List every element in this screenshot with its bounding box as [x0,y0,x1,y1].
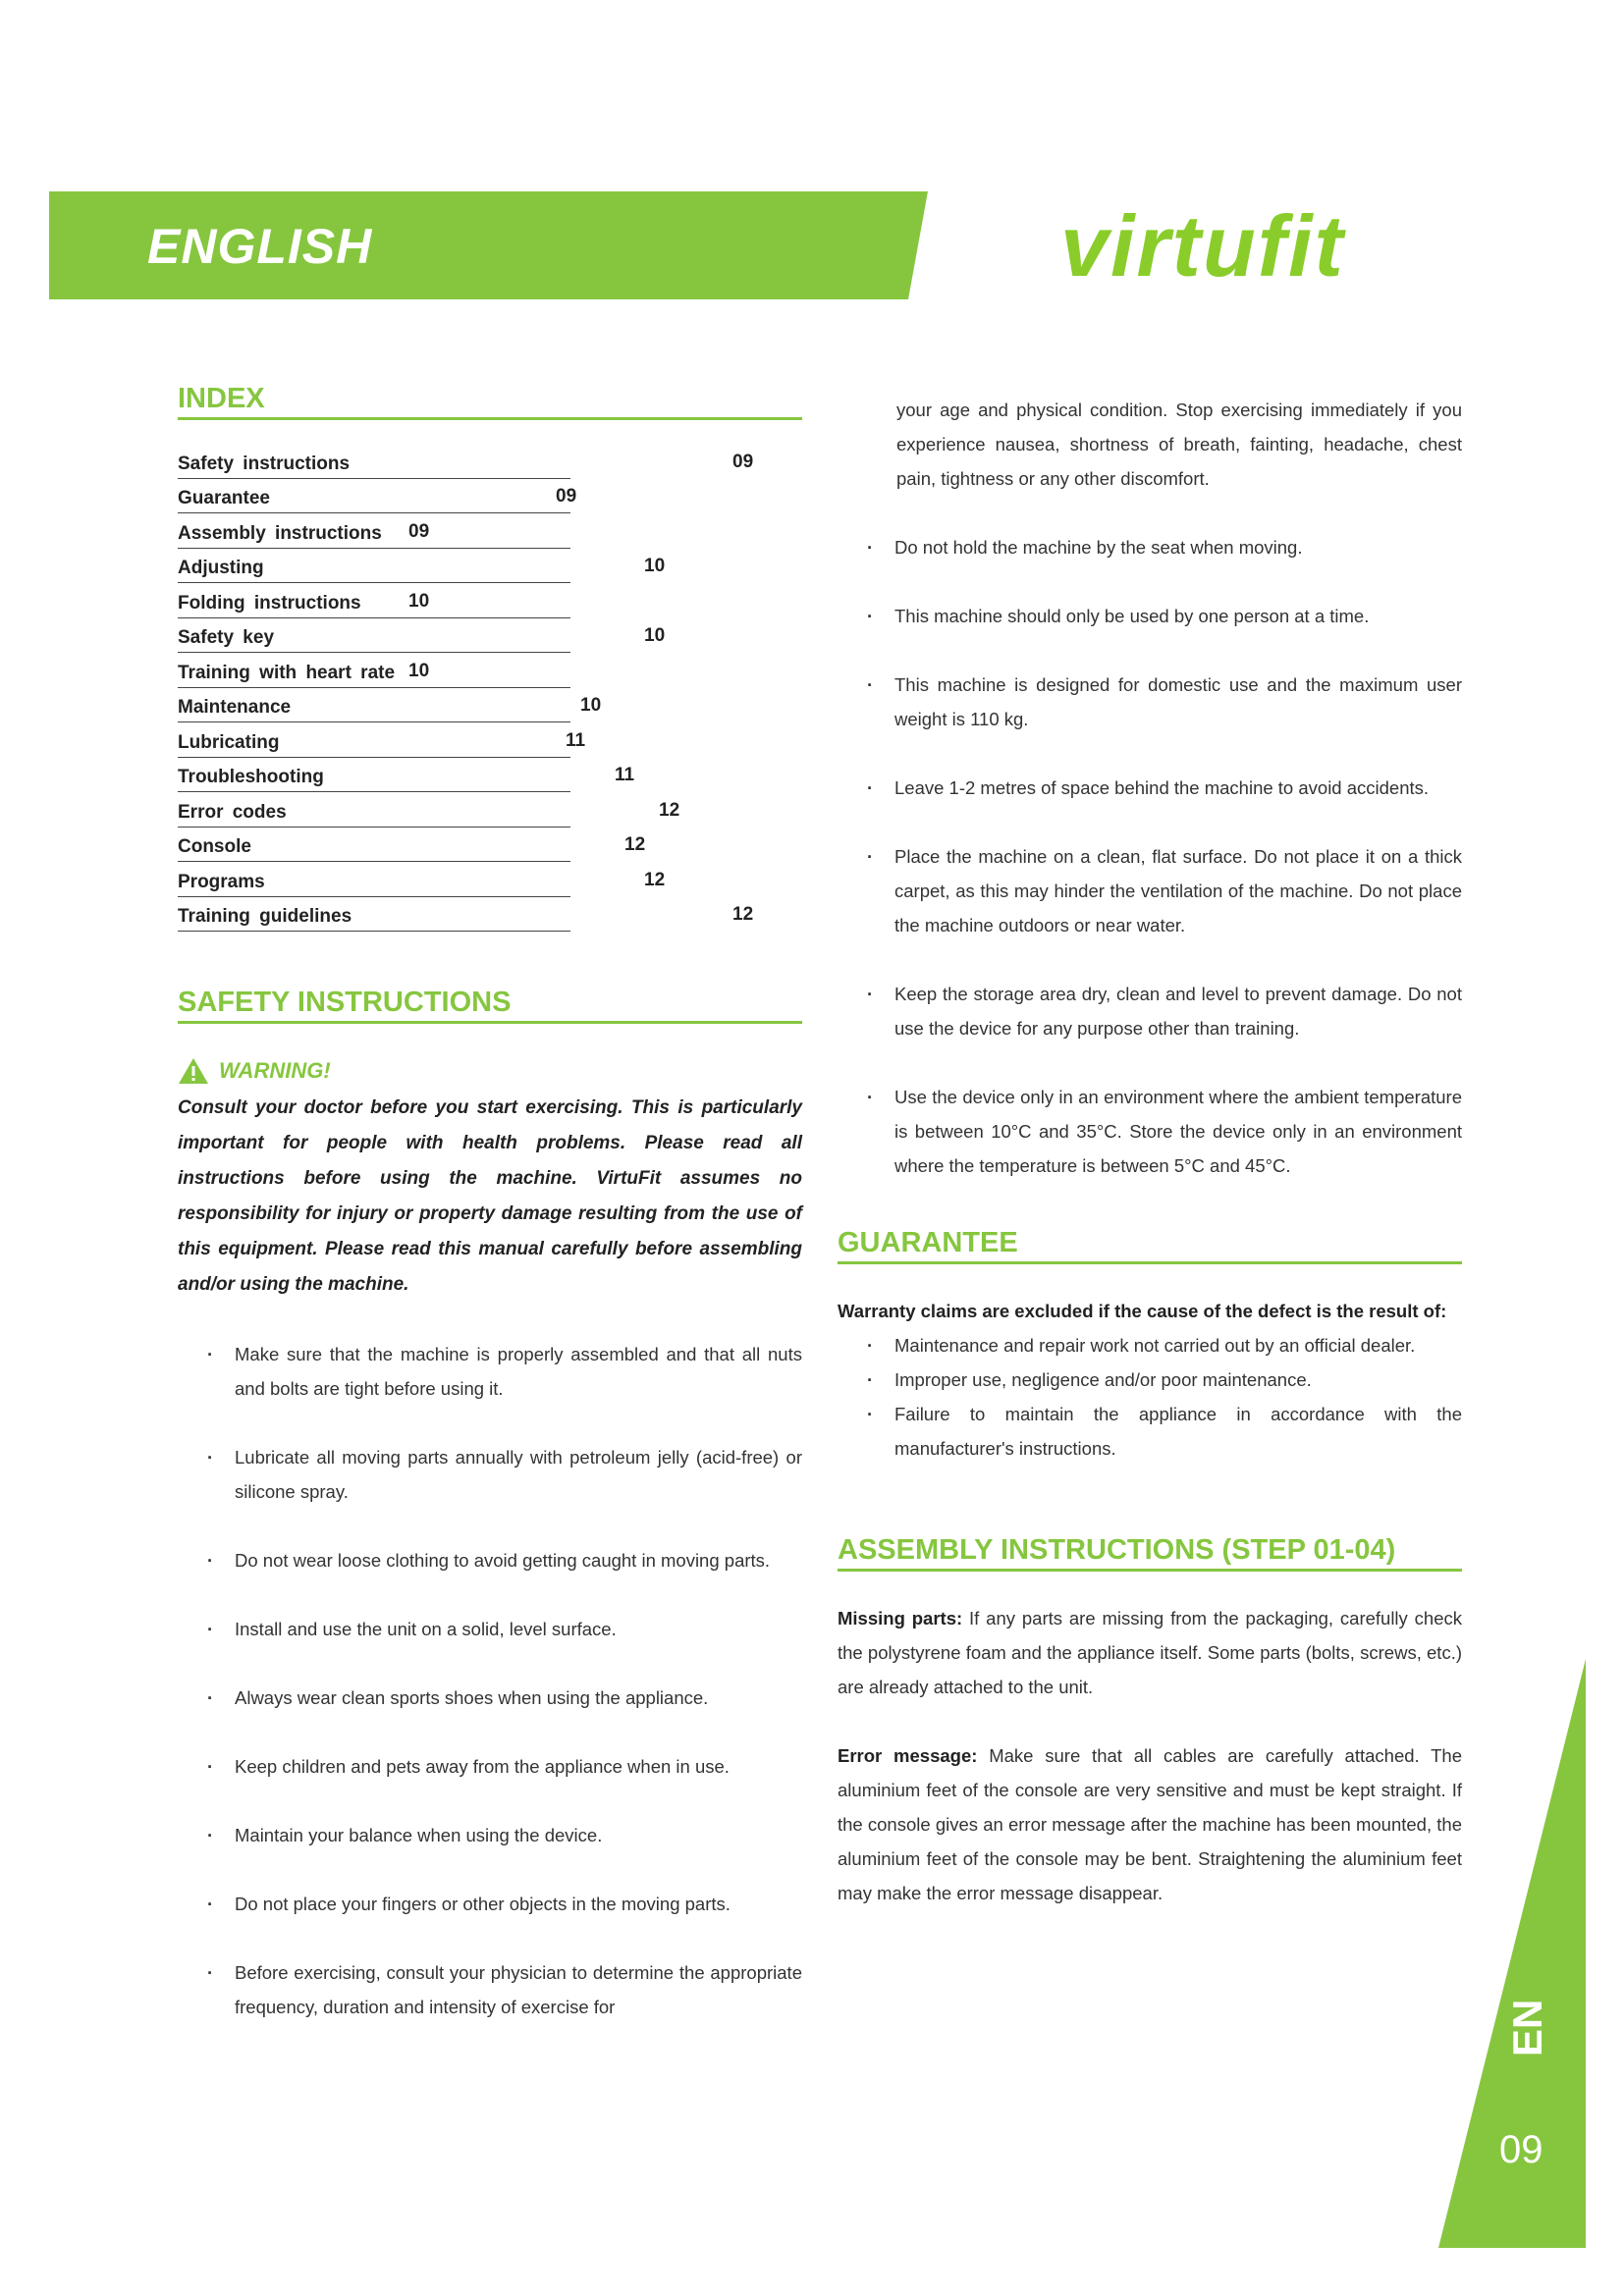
bullet-item: · Do not hold the machine by the seat when moving. [838,530,1462,564]
index-item [178,589,747,624]
bullet-item: · This machine should only be used by one person at a time. [838,599,1462,633]
safety-bullets [178,1337,802,2024]
index-item [178,764,747,799]
bullet-item: · Lubricate all moving parts annually with petroleum jelly (acid-free) or silicone spray. [178,1440,802,1509]
index-item-label: Adjusting [178,558,570,583]
index-item-page: 12 [644,869,666,890]
index-item-label: Safety instructions [178,454,570,479]
warning-heading [178,1057,802,1085]
index-item [178,450,754,485]
index-item-label: Lubricating [178,732,570,758]
index-item-label: Folding instructions [178,593,570,618]
language-title: ENGLISH [147,219,373,274]
missing-parts-label: Missing parts: [838,1608,963,1629]
index-item [178,833,747,869]
bullet-item: · Do not place your fingers or other objects in the moving parts. [178,1887,802,1921]
bullet-item: · Do not wear loose clothing to avoid getting caught in moving parts. [178,1543,802,1577]
guarantee-bullets [838,1328,1462,1466]
index-list [178,450,754,937]
brand-logo: virtufit [1060,197,1345,294]
index-item [178,798,747,833]
right-column [838,393,1462,1910]
index-item-label: Guarantee [178,488,570,513]
index-item-label: Training guidelines [178,906,570,932]
bullet-item: · Leave 1-2 metres of space behind the machine to avoid accidents. [838,771,1462,805]
safety-right-bullets [838,530,1462,1183]
index-item [178,485,747,520]
index-item-label: Training with heart rate [178,663,570,688]
index-item-page: 10 [644,625,666,646]
index-item-label: Assembly instructions [178,523,570,549]
bullet-item: · Keep the storage area dry, clean and level to prevent damage. Do not use the device for any purpose other than training. [838,977,1462,1045]
index-item [178,624,747,660]
bullet-item: · Keep children and pets away from the appliance when in use. [178,1749,802,1784]
error-message-paragraph [838,1738,1462,1910]
index-item [178,519,747,555]
safety-title: SAFETY INSTRUCTIONS [178,987,802,1024]
index-item [178,868,747,903]
index-item [178,694,747,729]
index-item-page: 12 [624,834,646,855]
warning-label: WARNING! [219,1058,331,1083]
index-item-page: 12 [732,904,754,925]
index-item-label: Maintenance [178,697,570,722]
index-item-page: 11 [615,765,635,785]
index-item-page: 10 [580,695,602,716]
page-number: 09 [1499,2128,1543,2171]
bullet-item: · Always wear clean sports shoes when using the appliance. [178,1681,802,1715]
missing-parts-text: If any parts are missing from the packaging, carefully check the polystyrene foam and the appliance itself. Some parts (bolts, screws, etc.) are already attached to the unit. [838,1608,1462,1697]
index-item-label: Error codes [178,802,570,828]
guarantee-intro: Warranty claims are excluded if the cause of the defect is the result of: [838,1301,1447,1321]
index-title: INDEX [178,383,802,420]
warning-text: Consult your doctor before you start exercising. This is particularly important for people with health problems. Please read all instructions before using the machine. VirtuFit assumes no responsibility for injury or property damage resulting from the use of this equipment. Please read this manual carefully before assembling and/or using the machine. [178,1097,802,1295]
left-column [178,383,802,2024]
bullet-item: · Make sure that the machine is properly assembled and that all nuts and bolts are tight before using it. [178,1337,802,1406]
index-item [178,555,747,590]
index-item-page: 10 [408,590,430,612]
bullet-item: · Improper use, negligence and/or poor maintenance. [838,1362,1462,1397]
index-item [178,659,747,694]
index-item-page: 10 [644,556,666,576]
bullet-item: · Install and use the unit on a solid, level surface. [178,1612,802,1646]
error-message-text: Make sure that all cables are carefully attached. The aluminium feet of the console are very sensitive and must be kept straight. If the console gives an error message after the machine has been mounted, the aluminium feet of the console may be bent. Straightening the aluminium feet may make the error message disappear. [838,1745,1463,1903]
warning-icon [178,1057,209,1085]
index-item-label: Programs [178,872,570,897]
error-message-label: Error message: [838,1745,978,1766]
index-item [178,728,747,764]
index-item-page: 09 [408,520,430,542]
index-item-page: 12 [659,799,680,821]
bullet-item: · Failure to maintain the appliance in accordance with the manufacturer's instructions. [838,1397,1462,1466]
language-code: EN [1504,1999,1550,2056]
bullet-item: · This machine is designed for domestic use and the maximum user weight is 110 kg. [838,667,1462,736]
index-item-page: 10 [408,660,430,681]
bullet-item: · Before exercising, consult your physician to determine the appropriate frequency, duration and intensity of exercise for [178,1955,802,2024]
guarantee-title: GUARANTEE [838,1227,1462,1264]
index-item-label: Safety key [178,627,570,653]
bullet-item: · Use the device only in an environment where the ambient temperature is between 10°C and 35°C. Store the device only in an environment where the temperature is between 5°C and 45°C. [838,1080,1462,1183]
index-item-page: 09 [556,486,577,507]
index-item-label: Troubleshooting [178,767,570,792]
index-item-page: 09 [732,451,754,472]
assembly-title: ASSEMBLY INSTRUCTIONS (STEP 01-04) [838,1534,1462,1572]
index-item [178,903,754,938]
bullet-item: · Place the machine on a clean, flat surface. Do not place it on a thick carpet, as this may hinder the ventilation of the machine. Do not place the machine outdoors or near water. [838,839,1462,942]
bullet-item: · Maintenance and repair work not carried out by an official dealer. [838,1328,1462,1362]
safety-continued-text: your age and physical condition. Stop exercising immediately if you experience nausea, shortness of breath, fainting, headache, chest pain, tightness or any other discomfort. [896,400,1462,489]
index-item-label: Console [178,836,570,862]
missing-parts-paragraph [838,1601,1462,1704]
index-item-page: 11 [566,729,586,751]
bullet-item: · Maintain your balance when using the device. [178,1818,802,1852]
